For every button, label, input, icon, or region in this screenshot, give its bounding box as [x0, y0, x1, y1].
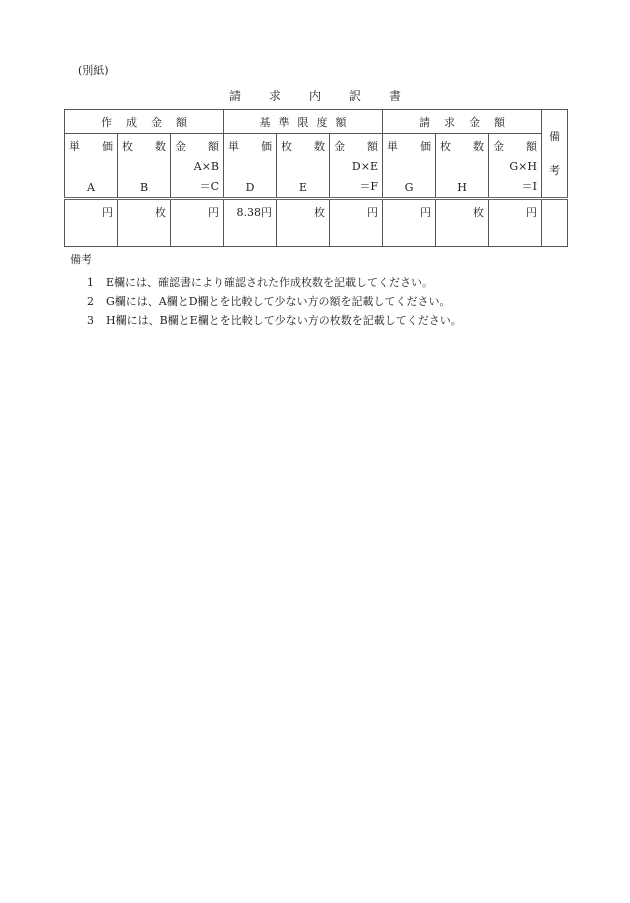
cell-e[interactable]: 枚 — [277, 199, 330, 247]
cell-b[interactable]: 枚 — [118, 199, 171, 247]
column-header-a: 単 価 A — [65, 134, 118, 199]
notes-section — [70, 251, 462, 330]
cell-remarks[interactable] — [542, 199, 568, 247]
column-header-h: 枚 数 H — [436, 134, 489, 199]
column-header-b: 枚 数 B — [118, 134, 171, 199]
title-char: 請 — [228, 89, 241, 103]
column-header-c: 金 額 A×B ＝C — [171, 134, 224, 199]
cell-d: 8.38円 — [224, 199, 277, 247]
title-char: 書 — [389, 89, 402, 103]
group-header-row — [65, 110, 568, 134]
remarks-header: 備 考 — [542, 110, 568, 199]
group-header-production-amount: 作 成 金 額 — [65, 110, 224, 134]
column-header-row — [65, 134, 568, 199]
document-title — [0, 87, 630, 104]
column-header-f: 金 額 D×E ＝F — [330, 134, 383, 199]
column-header-i: 金 額 G×H ＝I — [489, 134, 542, 199]
attachment-label: (別紙) — [78, 64, 109, 77]
data-row — [65, 199, 568, 247]
cell-h[interactable]: 枚 — [436, 199, 489, 247]
note-item: 3 H欄には、B欄とE欄とを比較して少ない方の枚数を記載してください。 — [87, 314, 462, 327]
column-header-e: 枚 数 E — [277, 134, 330, 199]
cell-c[interactable]: 円 — [171, 199, 224, 247]
group-header-billing-amount: 請 求 金 額 — [383, 110, 542, 134]
note-item: 1 E欄には、確認書により確認された作成枚数を記載してください。 — [87, 276, 434, 289]
title-char: 求 — [268, 89, 281, 103]
notes-heading: 備考 — [70, 253, 92, 266]
note-item: 2 G欄には、A欄とD欄とを比較して少ない方の額を記載してください。 — [87, 295, 451, 308]
cell-f[interactable]: 円 — [330, 199, 383, 247]
cell-a[interactable]: 円 — [65, 199, 118, 247]
group-header-standard-limit: 基 準 限 度 額 — [224, 110, 383, 134]
cell-g[interactable]: 円 — [383, 199, 436, 247]
column-header-d: 単 価 D — [224, 134, 277, 199]
title-char: 内 — [308, 89, 321, 103]
column-header-g: 単 価 G — [383, 134, 436, 199]
billing-breakdown-table — [64, 109, 568, 247]
title-char: 訳 — [349, 89, 362, 103]
cell-i[interactable]: 円 — [489, 199, 542, 247]
